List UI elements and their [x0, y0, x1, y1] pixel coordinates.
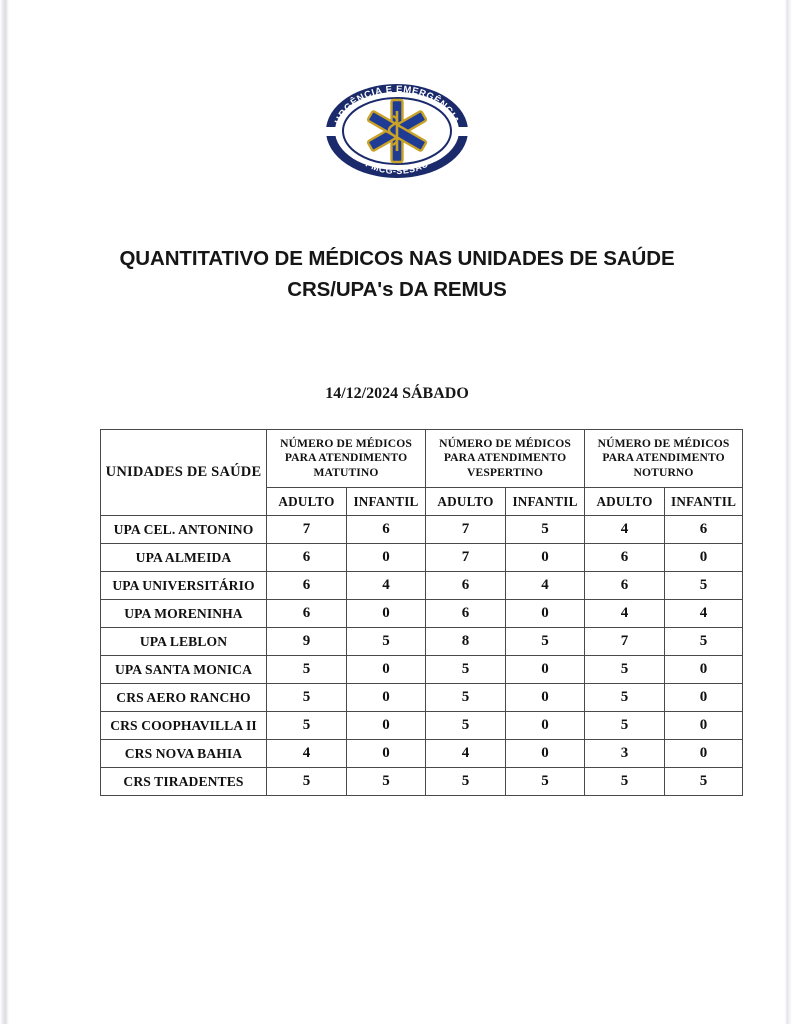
document-page: [9, 0, 785, 1024]
cell-not-adulto: 3: [585, 740, 665, 768]
cell-unidade: UPA ALMEIDA: [101, 544, 267, 572]
table-header: [101, 430, 743, 516]
group-header-shift-noturno: NOTURNO: [633, 465, 694, 479]
cell-ves-adulto: 7: [426, 516, 506, 544]
subcolumn-header-vespertino-adulto: ADULTO: [426, 488, 506, 516]
doctors-table-container: [100, 429, 742, 796]
cell-mat-adulto: 5: [267, 656, 347, 684]
cell-mat-infantil: 0: [347, 656, 426, 684]
cell-ves-infantil: 0: [506, 740, 585, 768]
cell-mat-adulto: 4: [267, 740, 347, 768]
group-header-line-1: NÚMERO DE MÉDICOS: [597, 436, 730, 450]
cell-ves-adulto: 5: [426, 768, 506, 796]
cell-not-adulto: 5: [585, 684, 665, 712]
page-title-line-2: CRS/UPA's DA REMUS: [287, 278, 507, 301]
cell-ves-infantil: 0: [506, 684, 585, 712]
subcolumn-header-vespertino-infantil: INFANTIL: [506, 488, 585, 516]
subcolumn-header-noturno-infantil: INFANTIL: [665, 488, 743, 516]
cell-ves-infantil: 5: [506, 516, 585, 544]
group-header-line-2: PARA ATENDIMENTO: [602, 451, 725, 465]
column-header-unidades-de-saude: UNIDADES DE SAÚDE: [101, 430, 267, 516]
cell-ves-infantil: 5: [506, 768, 585, 796]
column-group-header-matutino: [267, 430, 426, 488]
subcolumn-header-noturno-adulto: ADULTO: [585, 488, 665, 516]
cell-ves-adulto: 5: [426, 684, 506, 712]
cell-not-infantil: 6: [665, 516, 743, 544]
cell-not-adulto: 6: [585, 572, 665, 600]
table-row: [101, 768, 743, 796]
cell-ves-adulto: 7: [426, 544, 506, 572]
group-header-line-2: PARA ATENDIMENTO: [284, 451, 408, 465]
group-header-line-1: NÚMERO DE MÉDICOS: [280, 436, 412, 450]
page-edge-right: [785, 0, 792, 1024]
cell-not-adulto: 4: [585, 600, 665, 628]
column-group-header-noturno: [585, 430, 743, 488]
cell-mat-adulto: 9: [267, 628, 347, 656]
cell-not-infantil: 0: [665, 544, 743, 572]
cell-unidade: UPA UNIVERSITÁRIO: [101, 572, 267, 600]
cell-not-infantil: 5: [665, 768, 743, 796]
cell-ves-adulto: 6: [426, 572, 506, 600]
page-title: [9, 243, 785, 305]
cell-mat-adulto: 7: [267, 516, 347, 544]
group-header-shift-vespertino: VESPERTINO: [467, 465, 543, 479]
cell-unidade: CRS AERO RANCHO: [101, 684, 267, 712]
cell-mat-infantil: 4: [347, 572, 426, 600]
cell-mat-adulto: 6: [267, 572, 347, 600]
cell-not-adulto: 5: [585, 656, 665, 684]
table-row: [101, 712, 743, 740]
cell-not-infantil: 0: [665, 656, 743, 684]
cell-mat-adulto: 6: [267, 544, 347, 572]
group-header-line-2: PARA ATENDIMENTO: [443, 451, 567, 465]
table-row: [101, 684, 743, 712]
cell-ves-adulto: 5: [426, 656, 506, 684]
cell-ves-infantil: 5: [506, 628, 585, 656]
cell-ves-adulto: 4: [426, 740, 506, 768]
cell-unidade: CRS NOVA BAHIA: [101, 740, 267, 768]
subcolumn-header-matutino-adulto: ADULTO: [267, 488, 347, 516]
table-row: [101, 516, 743, 544]
cell-ves-infantil: 0: [506, 600, 585, 628]
svg-text:URGÊNCIA E EMERGÊNCIA: URGÊNCIA E EMERGÊNCIA: [332, 83, 462, 126]
cell-ves-adulto: 6: [426, 600, 506, 628]
cell-not-adulto: 6: [585, 544, 665, 572]
cell-not-infantil: 0: [665, 712, 743, 740]
cell-mat-adulto: 5: [267, 712, 347, 740]
page-edge-left: [0, 0, 9, 1024]
table-row: [101, 628, 743, 656]
cell-mat-infantil: 0: [347, 600, 426, 628]
svg-text:PMCG-SESAU: PMCG-SESAU: [363, 158, 431, 177]
cell-mat-infantil: 5: [347, 768, 426, 796]
group-header-shift-matutino: MATUTINO: [313, 465, 379, 479]
cell-ves-infantil: 0: [506, 544, 585, 572]
group-header-line-1: NÚMERO DE MÉDICOS: [439, 436, 571, 450]
cell-unidade: UPA SANTA MONICA: [101, 656, 267, 684]
cell-unidade: CRS COOPHAVILLA II: [101, 712, 267, 740]
cell-not-infantil: 5: [665, 572, 743, 600]
cell-mat-adulto: 6: [267, 600, 347, 628]
cell-mat-infantil: 0: [347, 712, 426, 740]
cell-unidade: UPA CEL. ANTONINO: [101, 516, 267, 544]
table-header-row-groups: [101, 430, 743, 488]
column-group-header-vespertino: [426, 430, 585, 488]
cell-ves-adulto: 8: [426, 628, 506, 656]
cell-mat-adulto: 5: [267, 684, 347, 712]
subcolumn-header-matutino-infantil: INFANTIL: [347, 488, 426, 516]
cell-ves-infantil: 0: [506, 712, 585, 740]
report-date: 14/12/2024 SÁBADO: [325, 385, 469, 402]
cell-not-adulto: 5: [585, 768, 665, 796]
cell-not-infantil: 0: [665, 684, 743, 712]
page-title-line-1: QUANTITATIVO DE MÉDICOS NAS UNIDADES DE SAÚDE: [119, 247, 675, 270]
cell-mat-infantil: 0: [347, 544, 426, 572]
table-row: [101, 544, 743, 572]
cell-mat-infantil: 6: [347, 516, 426, 544]
cell-ves-infantil: 4: [506, 572, 585, 600]
cell-unidade: CRS TIRADENTES: [101, 768, 267, 796]
urgencia-emergencia-star-of-life-logo: [323, 82, 471, 180]
cell-not-infantil: 0: [665, 740, 743, 768]
cell-not-infantil: 5: [665, 628, 743, 656]
cell-ves-infantil: 0: [506, 656, 585, 684]
cell-ves-adulto: 5: [426, 712, 506, 740]
table-row: [101, 740, 743, 768]
cell-not-adulto: 4: [585, 516, 665, 544]
doctors-per-unit-table: [100, 429, 743, 796]
cell-not-infantil: 4: [665, 600, 743, 628]
cell-mat-infantil: 0: [347, 684, 426, 712]
cell-unidade: UPA MORENINHA: [101, 600, 267, 628]
logo-container: [9, 82, 785, 180]
cell-not-adulto: 7: [585, 628, 665, 656]
cell-not-adulto: 5: [585, 712, 665, 740]
table-row: [101, 656, 743, 684]
cell-mat-adulto: 5: [267, 768, 347, 796]
table-body: [101, 516, 743, 796]
table-row: [101, 572, 743, 600]
cell-mat-infantil: 0: [347, 740, 426, 768]
cell-mat-infantil: 5: [347, 628, 426, 656]
table-row: [101, 600, 743, 628]
cell-unidade: UPA LEBLON: [101, 628, 267, 656]
